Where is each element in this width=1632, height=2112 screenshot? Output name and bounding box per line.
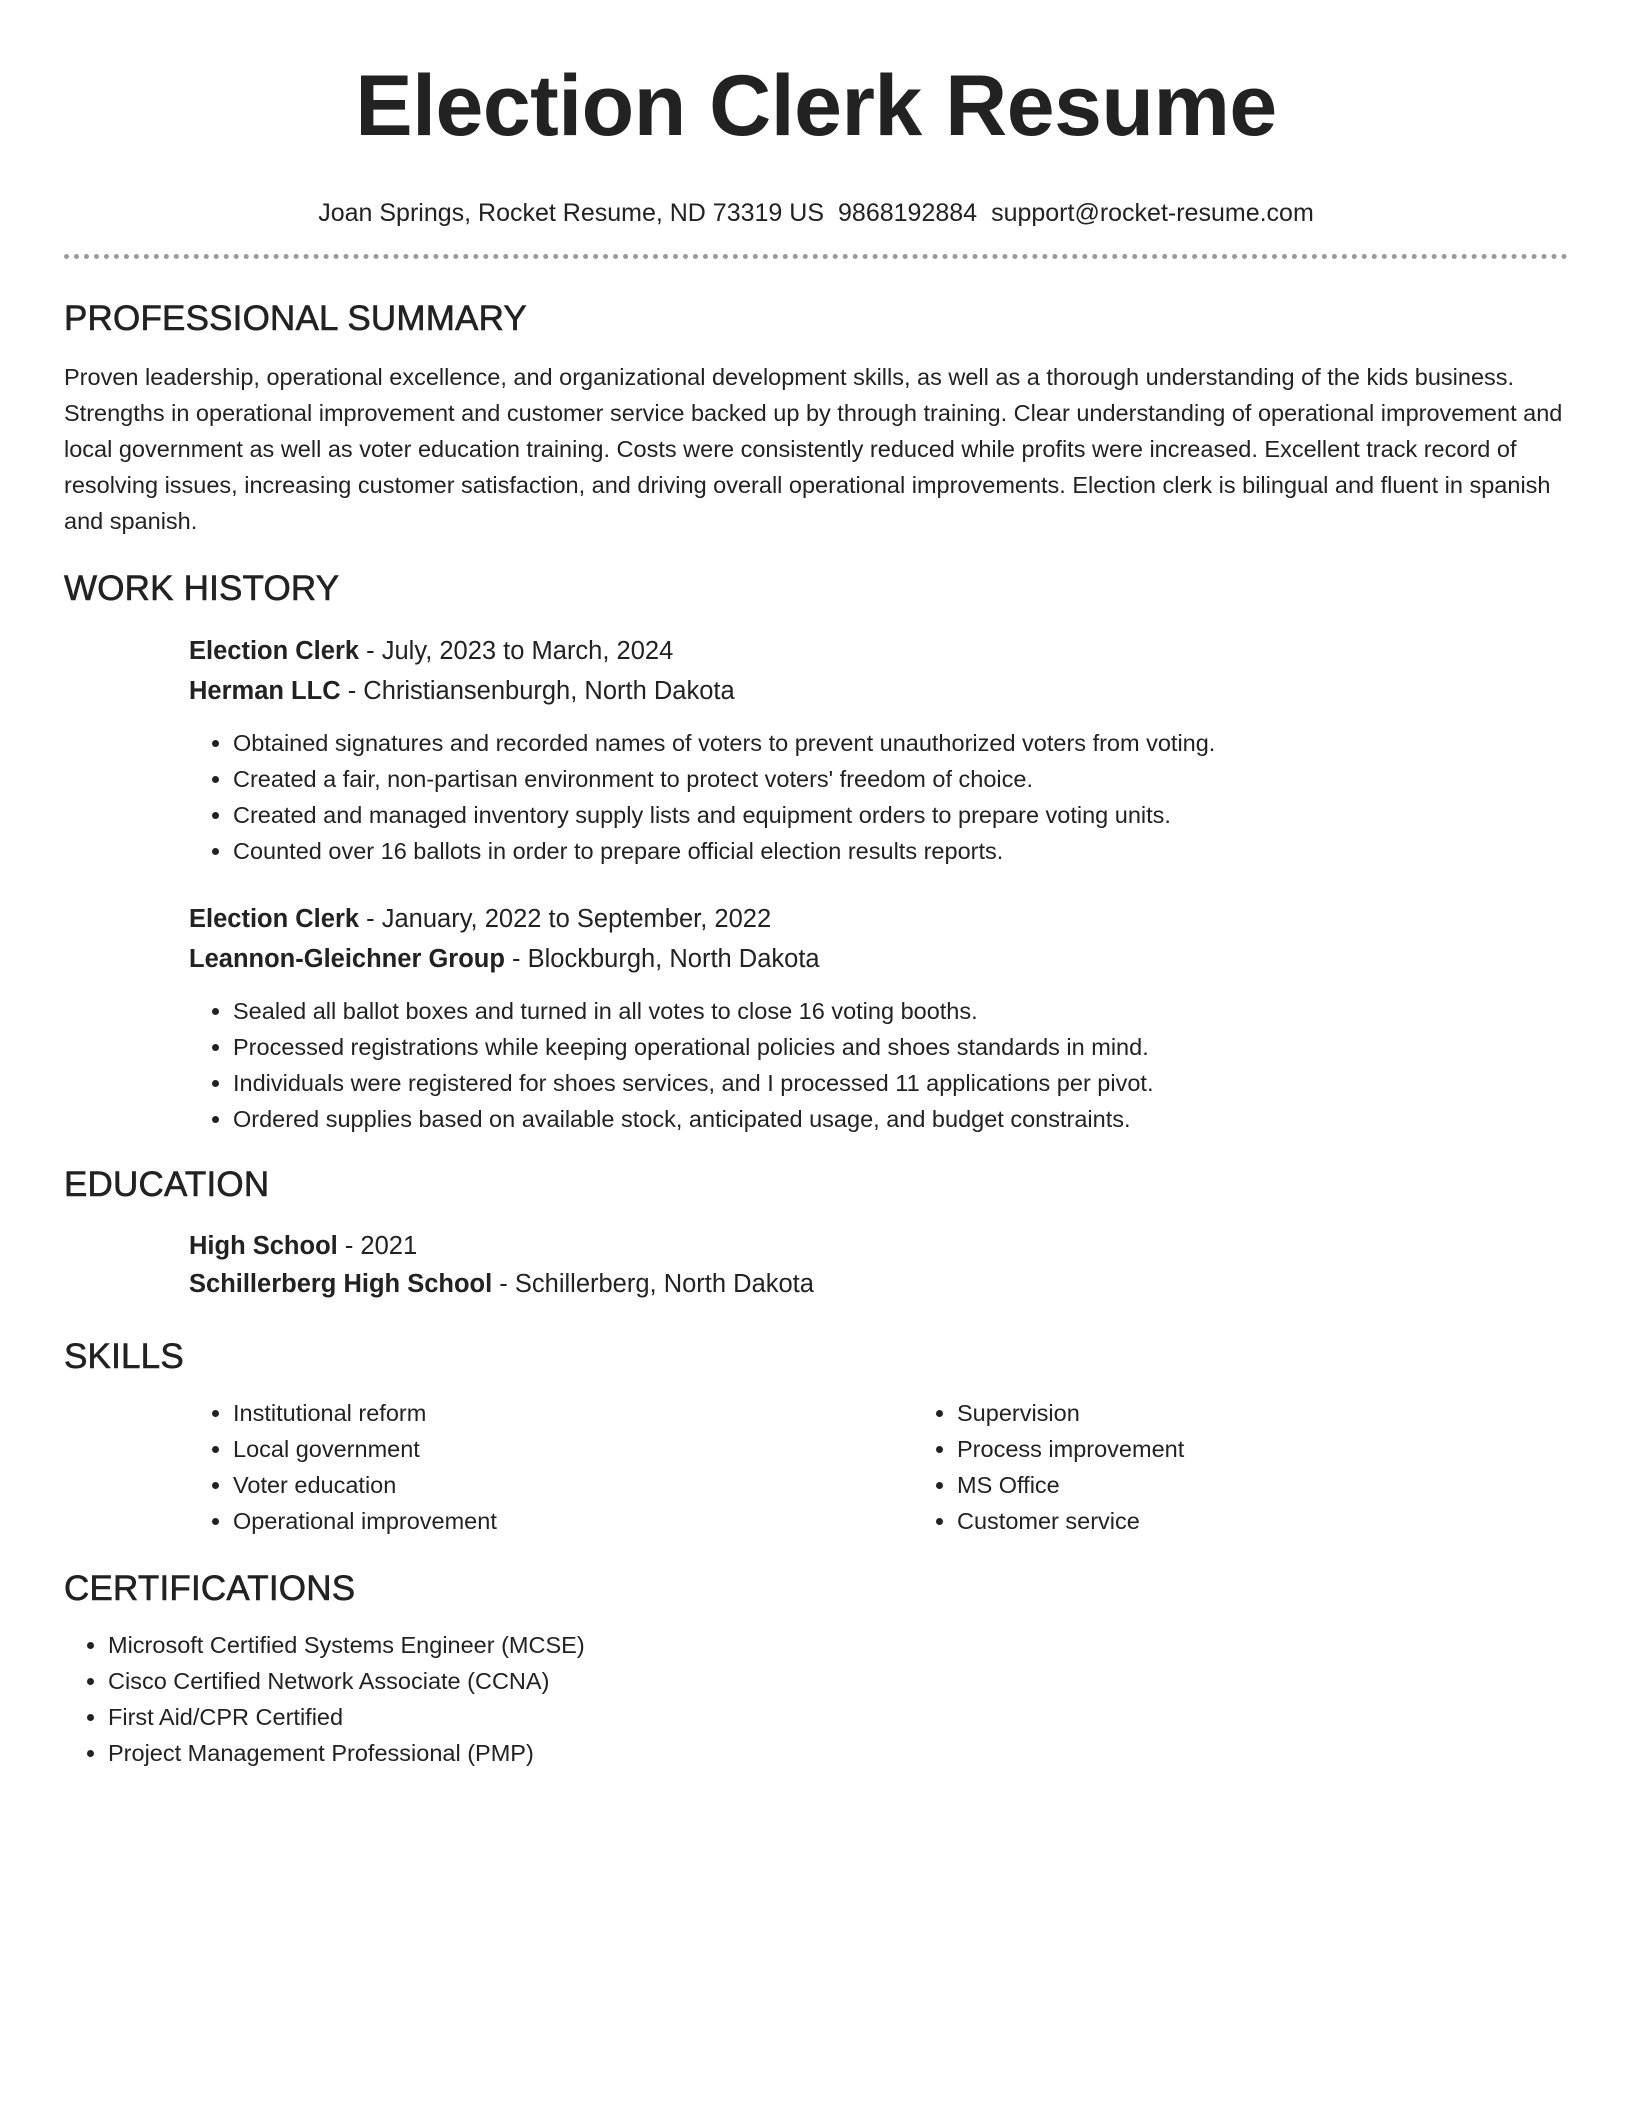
- job-entry: [189, 899, 1568, 1137]
- skills-list-right: [913, 1395, 1184, 1539]
- education-year: 2021: [360, 1232, 418, 1260]
- list-item: • Individuals were registered for shoes services, and I processed 11 applications per pivot.: [233, 1065, 1568, 1101]
- job-title-line: Election Clerk - July, 2023 to March, 2024: [189, 637, 674, 665]
- job-title-line: Election Clerk - January, 2022 to September, 2022: [189, 905, 772, 933]
- education-section: [64, 1165, 1568, 1303]
- list-item: • Institutional reform: [233, 1395, 913, 1431]
- education-location: Schillerberg, North Dakota: [514, 1270, 814, 1298]
- list-item: • Counted over 16 ballots in order to prepare official election results reports.: [233, 833, 1568, 869]
- job-bullets: [189, 725, 1568, 869]
- list-item: • Project Management Professional (PMP): [108, 1735, 1568, 1771]
- list-item: • First Aid/CPR Certified: [108, 1699, 1568, 1735]
- list-item: • Obtained signatures and recorded names of voters to prevent unauthorized voters from voting.: [233, 725, 1568, 761]
- summary-heading: PROFESSIONAL SUMMARY: [64, 299, 527, 338]
- certifications-list: [64, 1627, 1568, 1771]
- skills-grid: [189, 1395, 1568, 1539]
- work-history-heading: WORK HISTORY: [64, 569, 340, 608]
- summary-text: Proven leadership, operational excellence, and organizational development skills, as well as a thorough understanding of the kids business. Strengths in operational improvement and customer service backed up by through training. Clear understanding of operational improvement and local government as well as voter education training. Costs were consistently reduced while profits were increased. Excellent track record of resolving issues, increasing customer satisfaction, and driving overall operational improvements. Election clerk is bilingual and fluent in spanish and spanish.: [64, 364, 1563, 534]
- education-heading: EDUCATION: [64, 1165, 270, 1204]
- contact-phone: 9868192884: [838, 199, 978, 227]
- education-entry: [189, 1227, 1568, 1303]
- certifications-section: [64, 1569, 1568, 1771]
- job-location: Blockburgh, North Dakota: [527, 945, 820, 973]
- job-bullets: [189, 993, 1568, 1137]
- certifications-heading: CERTIFICATIONS: [64, 1569, 356, 1608]
- job-entry: [189, 631, 1568, 869]
- list-item: • MS Office: [957, 1467, 1184, 1503]
- education-degree-line: High School - 2021: [189, 1232, 418, 1260]
- job-dates: January, 2022 to September, 2022: [381, 905, 772, 933]
- education-school: Schillerberg High School: [189, 1270, 493, 1298]
- skills-list-left: [189, 1395, 913, 1539]
- skills-section: [64, 1337, 1568, 1539]
- job-company: Leannon-Gleichner Group: [189, 945, 505, 973]
- list-item: • Microsoft Certified Systems Engineer (MCSE): [108, 1627, 1568, 1663]
- list-item: • Created and managed inventory supply lists and equipment orders to prepare voting units.: [233, 797, 1568, 833]
- contact-line: [64, 198, 1568, 228]
- list-item: • Supervision: [957, 1395, 1184, 1431]
- header-divider: [64, 254, 1568, 259]
- list-item: • Operational improvement: [233, 1503, 913, 1539]
- skills-heading: SKILLS: [64, 1337, 184, 1376]
- list-item: • Voter education: [233, 1467, 913, 1503]
- education-school-line: Schillerberg High School - Schillerberg, North Dakota: [189, 1270, 814, 1298]
- contact-address: Joan Springs, Rocket Resume, ND 73319 US: [318, 199, 825, 227]
- list-item: • Created a fair, non-partisan environment to protect voters' freedom of choice.: [233, 761, 1568, 797]
- contact-email: support@rocket-resume.com: [991, 199, 1314, 227]
- summary-section: [64, 299, 1568, 539]
- work-history-section: [64, 569, 1568, 1137]
- list-item: • Customer service: [957, 1503, 1184, 1539]
- job-title: Election Clerk: [189, 905, 360, 933]
- resume-page: [64, 0, 1568, 1771]
- list-item: • Sealed all ballot boxes and turned in all votes to close 16 voting booths.: [233, 993, 1568, 1029]
- job-dates: July, 2023 to March, 2024: [381, 637, 674, 665]
- list-item: • Ordered supplies based on available stock, anticipated usage, and budget constraints.: [233, 1101, 1568, 1137]
- job-title: Election Clerk: [189, 637, 360, 665]
- list-item: • Process improvement: [957, 1431, 1184, 1467]
- job-company-line: Herman LLC - Christiansenburgh, North Dakota: [189, 677, 735, 705]
- resume-title: Election Clerk Resume: [355, 58, 1277, 154]
- job-location: Christiansenburgh, North Dakota: [363, 677, 735, 705]
- list-item: • Cisco Certified Network Associate (CCNA): [108, 1663, 1568, 1699]
- list-item: • Processed registrations while keeping operational policies and shoes standards in mind.: [233, 1029, 1568, 1065]
- list-item: • Local government: [233, 1431, 913, 1467]
- job-company-line: Leannon-Gleichner Group - Blockburgh, North Dakota: [189, 945, 820, 973]
- job-company: Herman LLC: [189, 677, 341, 705]
- education-degree: High School: [189, 1232, 338, 1260]
